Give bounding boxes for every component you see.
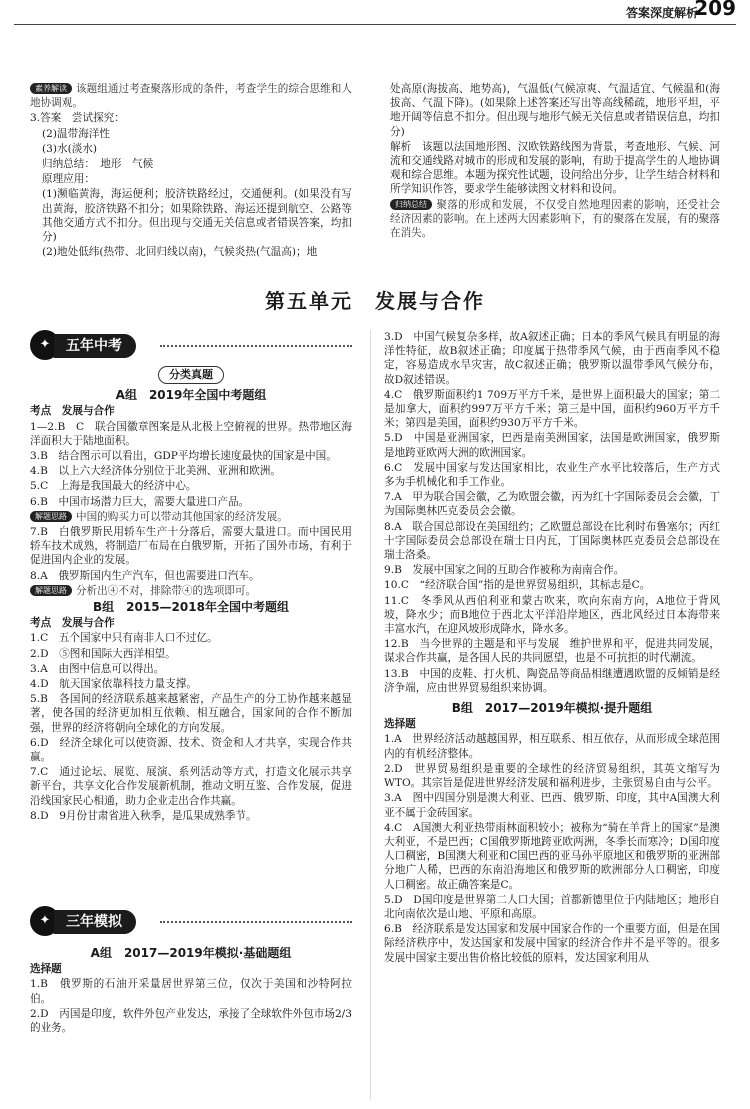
answer-paragraph <box>30 449 352 463</box>
header-rule <box>14 24 736 25</box>
paragraph-text: 13.B 中国的皮鞋、打火机、陶瓷品等商品相继遭遇欧盟的反倾销是经济争端，应由世界贸易组织来协调。 <box>384 667 720 694</box>
paragraph-text: 4.C A国澳大利亚热带雨林面积较小；被称为“骑在羊背上的国家”是澳大利亚，不是巴西；C国俄罗斯地跨亚欧两洲，冬季长而寒冷；D国印度人口稠密，B国澳大利亚和C国巴西的亚马孙平原地区和俄罗斯的亚洲部分地广人稀，巴西的东南沿海地区和俄罗斯的欧洲部分人口稠密，印度人口稠密。故正确答案是C。 <box>384 821 720 891</box>
paragraph-text: 11.C 冬季风从西伯利亚和蒙古吹来，吹向东南方向，A地位于背风坡，降水少；而B地位于西北太平洋沿岸地区，西北风经过日本海带来丰富水汽，在迎风坡形成降水，降水多。 <box>384 594 720 636</box>
dotted-rule <box>160 921 352 923</box>
paragraph-text: 6.C 发展中国家与发达国家相比，农业生产水平比较落后，生产方式多为手机械化和手工作业。 <box>384 461 720 489</box>
paragraph-text: 3.答案 尝试探究： <box>30 112 125 125</box>
paragraph-text: 选择题 <box>384 718 416 731</box>
answer-paragraph <box>30 245 352 259</box>
paragraph-text: 解析 该题以法国地形图、汉欧铁路线图为背景，考查地形、气候、河流和交通线路对城市的形成和发展的影响，有助于提高学生的人地协调观和综合思维。本题为探究性试题，设问给出分步，让学生结合材料和所学知识作答，要求学生能够读图文材料和设问。 <box>390 140 720 196</box>
answer-paragraph <box>30 647 352 661</box>
note-tag: 归纳总结 <box>390 199 432 210</box>
paragraph-text: 5.B 各国间的经济联系越来越紧密，产品生产的分工协作越来越显著，使各国的经济更加相互依赖、相互融合，国家间的合作不断加强，世界的经济将朝向全球化的方向发展。 <box>30 693 352 734</box>
page-number: 209 <box>694 0 736 20</box>
answer-paragraph <box>384 821 720 892</box>
answer-paragraph <box>384 637 720 665</box>
classified-questions-pill: 分类真题 <box>158 366 224 384</box>
note-tag: 解题思路 <box>30 511 72 522</box>
paragraph-text: 分析出④不对，排除带④的选项即可。 <box>76 584 257 597</box>
paragraph-text: 3.A 图中四国分别是澳大利亚、巴西、俄罗斯、印度，其中A国澳大利亚不属于金砖国家。 <box>384 792 720 819</box>
right-items-list <box>384 330 720 695</box>
dotted-rule <box>160 345 352 347</box>
paragraph-text: 考点 发展与合作 <box>30 405 115 418</box>
section-label: 答案深度解析 <box>625 6 698 20</box>
paragraph-text: 2.D ⑤图和国际大西洋相望。 <box>30 647 176 660</box>
answer-paragraph <box>30 464 352 478</box>
paragraph-text: 1.C 五个国家中只有南非人口不过亿。 <box>30 632 218 645</box>
answer-paragraph <box>30 677 352 691</box>
three-year-mock-banner <box>30 910 352 934</box>
mascot-icon: ✦ <box>30 330 60 360</box>
paragraph-text: 该题组通过考查聚落形成的条件，考查学生的综合思维和人地协调观。 <box>30 83 352 110</box>
paragraph-text: 12.B 当今世界的主题是和平与发展 维护世界和平，促进共同发展，谋求合作共赢，是各国人民的共同愿望，也是不可抗拒的时代潮流。 <box>384 638 720 665</box>
paragraph-text: 9.B 发展中国家之间的互助合作被称为南南合作。 <box>384 564 625 577</box>
group-b-list <box>30 616 352 823</box>
group-d-title: B组 2017—2019年模拟·提升题组 <box>451 701 653 716</box>
top-right-column <box>390 82 720 287</box>
paragraph-text: 2.D 丙国是印度，软件外包产业发达，承接了全球软件外包市场2/3的业务。 <box>30 1007 352 1035</box>
answer-paragraph <box>30 736 352 764</box>
answer-paragraph <box>30 157 352 171</box>
answer-paragraph <box>30 420 352 448</box>
answer-paragraph <box>30 111 352 125</box>
answer-paragraph <box>30 662 352 676</box>
answer-paragraph <box>30 525 352 568</box>
page-header <box>0 0 750 26</box>
answer-paragraph <box>390 82 720 139</box>
answer-paragraph <box>30 142 352 156</box>
paragraph-text: 2.D 世界贸易组织是重要的全球性的经济贸易组织，其英文缩写为WTO。其宗旨是促进世界经济发展和福利进步，主张贸易自由与公平。 <box>384 762 720 790</box>
answer-paragraph <box>384 594 720 637</box>
paragraph-text: (1)濒临黄海，海运便利；胶济铁路经过，交通便利。(如果没有写出黄海，胶济铁路不扣分；如果除铁路、海运还提到航空、公路等其他交通方式不扣分。但出现与交通无关信息或者错误答案，均扣分) <box>42 188 352 244</box>
group-a-title: A组 2019年全国中考题组 <box>115 388 267 403</box>
paragraph-text: 8.A 联合国总部设在美国纽约；乙欧盟总部设在比利时布鲁塞尔；丙红十字国际委员会总部设在瑞士日内瓦，丁国际奥林匹克委员会总部设在瑞士洛桑。 <box>384 520 720 562</box>
answer-paragraph <box>30 1007 352 1035</box>
group-b-title: B组 2015—2018年全国中考题组 <box>93 600 289 615</box>
banner-label: 五年中考 <box>54 334 136 358</box>
answer-paragraph <box>384 520 720 563</box>
paragraph-text: 中国的购买力可以带动其他国家的经济发展。 <box>76 510 288 523</box>
left-column-mock <box>30 944 352 1099</box>
paragraph-text: 3.B 结合图示可以看出，GDP平均增长速度最快的国家是中国。 <box>30 450 337 463</box>
paragraph-text: 7.B 白俄罗斯民用轿车生产十分落后，需要大量进口。而中国民用轿车技术成熟，将制造厂布局在白俄罗斯，开拓了国外市场，有利于促进国内企业的发展。 <box>30 526 352 567</box>
paragraph-text: 处高原(海拔高、地势高)，气温低(气候凉爽、气温适宜、气候温和(海拔高、气温下降)。(如果除上述答案还写出等高线稀疏，地形平坦，平地开阔等信息不扣分。但出现与地形气候无关信息或者错误信息，均扣分) <box>390 83 720 138</box>
banner-label: 三年模拟 <box>54 910 136 934</box>
answer-paragraph <box>384 431 720 459</box>
answer-paragraph <box>384 791 720 819</box>
answer-paragraph <box>384 762 720 790</box>
section-heading <box>30 616 352 630</box>
answer-paragraph <box>384 578 720 592</box>
answer-paragraph <box>390 198 720 241</box>
answer-paragraph <box>30 495 352 509</box>
mascot-icon: ✦ <box>30 906 60 936</box>
right-column <box>384 330 720 1100</box>
answer-paragraph <box>30 692 352 735</box>
note-tag: 素养解读 <box>30 83 72 94</box>
answer-paragraph <box>30 187 352 244</box>
answer-paragraph <box>30 584 352 598</box>
answer-paragraph <box>384 330 720 387</box>
five-year-exam-banner <box>30 334 352 358</box>
paragraph-text: 1—2.B C 联合国徽章图案是从北极上空俯视的世界。热带地区海洋面积大于陆地面积。 <box>30 420 352 447</box>
answer-paragraph <box>30 127 352 141</box>
paragraph-text: 原理应用： <box>42 173 95 186</box>
paragraph-text: 3.A 由图中信息可以得出。 <box>30 662 165 675</box>
paragraph-text: 4.B 以上六大经济体分别位于北美洲、亚洲和欧洲。 <box>30 465 281 478</box>
paragraph-text: (3)水(淡水) <box>42 142 98 155</box>
paragraph-text: 选择题 <box>30 963 62 976</box>
paragraph-text: 6.D 经济全球化可以使资源、技术、资金和人才共享，实现合作共赢。 <box>30 736 352 764</box>
top-left-column <box>30 82 352 287</box>
answer-paragraph <box>30 977 352 1005</box>
answer-paragraph <box>384 667 720 695</box>
answer-paragraph <box>30 765 352 808</box>
answer-paragraph <box>30 510 352 524</box>
answer-paragraph <box>30 172 352 186</box>
answer-paragraph <box>30 809 352 823</box>
paragraph-text: 考点 发展与合作 <box>30 617 115 630</box>
note-tag: 解题思路 <box>30 585 72 596</box>
paragraph-text: 1.A 世界经济活动越越国界，相互联系、相互依存，从而形成全球范围内的有机经济整体。 <box>384 733 720 760</box>
paragraph-text: (2)地处低纬(热带、北回归线以南)，气候炎热(气温高)；地 <box>42 246 318 259</box>
paragraph-text: 3.D 中国气候复杂多样，故A叙述正确；日本的季风气候具有明显的海洋性特征，故B叙述正确；印度属于热带季风气候，由于西南季风不稳定，容易造成水旱灾害，故C叙述正确；俄罗斯以温带季风气候分布，故D叙述错误。 <box>384 331 720 386</box>
paragraph-text: 7.C 通过论坛、展览、展演、系列活动等方式，打造文化展示共享新平台，共享文化合作发展新机制，推动文明互鉴、合作发展，促进沿线国家民心相通，助力企业走出合作共赢。 <box>30 766 352 807</box>
paragraph-text: 4.C 俄罗斯面积约1 709万平方千米，是世界上面积最大的国家；第二是加拿大，面积约997万平方千米；第三是中国，面积约960万平方千米；第四是美国，面积约930万平方千米。 <box>384 388 720 430</box>
group-d-list <box>384 717 720 964</box>
paragraph-text: (2)温带海洋性 <box>42 127 110 140</box>
paragraph-text: 10.C “经济联合国”指的是世界贸易组织，其标志是C。 <box>384 579 651 592</box>
paragraph-text: 6.B 经济联系是发达国家和发展中国家合作的一个重要方面，但是在国际经济秩序中，发达国家和发展中国家的经济合作并不是平等的。很多发展中国家主要出售价格比较低的原料，发达国家利用从 <box>384 923 720 964</box>
answer-paragraph <box>30 631 352 645</box>
left-column-main <box>30 366 352 822</box>
paragraph-text: 8.A 俄罗斯国内生产汽车，但也需要进口汽车。 <box>30 569 260 582</box>
group-c-title: A组 2017—2019年模拟·基础题组 <box>90 946 292 960</box>
answer-paragraph <box>30 479 352 493</box>
answer-paragraph <box>390 140 720 197</box>
answer-paragraph <box>30 82 352 110</box>
answer-paragraph <box>384 893 720 921</box>
answer-paragraph <box>384 732 720 760</box>
section-heading <box>30 404 352 418</box>
paragraph-text: 5.C 上海是我国最大的经济中心。 <box>30 480 197 493</box>
paragraph-text: 6.B 中国市场潜力巨大，需要大量进口产品。 <box>30 495 250 508</box>
group-a-list <box>30 404 352 598</box>
answer-paragraph <box>384 922 720 965</box>
answer-paragraph <box>384 563 720 577</box>
paragraph-text: 4.D 航天国家依靠科技力量支撑。 <box>30 678 197 691</box>
paragraph-text: 归纳总结： 地形 气候 <box>42 158 154 171</box>
section-heading <box>384 717 720 731</box>
paragraph-text: 5.D D国印度是世界第二人口大国；首都新德里位于内陆地区；地形自北向南依次是山地、平原和高原。 <box>384 893 720 920</box>
paragraph-text: 1.B 俄罗斯的石油开采量居世界第三位，仅次于美国和沙特阿拉伯。 <box>30 978 352 1005</box>
answer-paragraph <box>30 569 352 583</box>
answer-paragraph <box>384 388 720 431</box>
paragraph-text: 8.D 9月份甘肃省进入秋季，是瓜果成熟季节。 <box>30 809 257 822</box>
paragraph-text: 聚落的形成和发展，不仅受自然地理因素的影响，还受社会经济因素的影响。在上述两大因素影响下，有的聚落在发展，有的聚落在消失。 <box>390 198 720 240</box>
section-heading <box>30 962 352 976</box>
answer-paragraph <box>384 461 720 489</box>
answer-paragraph <box>384 490 720 518</box>
paragraph-text: 5.D 中国是亚洲国家，巴西是南美洲国家，法国是欧洲国家，俄罗斯是地跨亚欧两大洲的欧洲国家。 <box>384 432 720 459</box>
paragraph-text: 7.A 甲为联合国会徽，乙为欧盟会徽，丙为红十字国际委员会会徽，丁为国际奥林匹克委员会会徽。 <box>384 491 720 518</box>
column-divider <box>370 330 371 1100</box>
group-c-list <box>30 962 352 1035</box>
unit-title: 第五单元 发展与合作 <box>265 289 485 313</box>
